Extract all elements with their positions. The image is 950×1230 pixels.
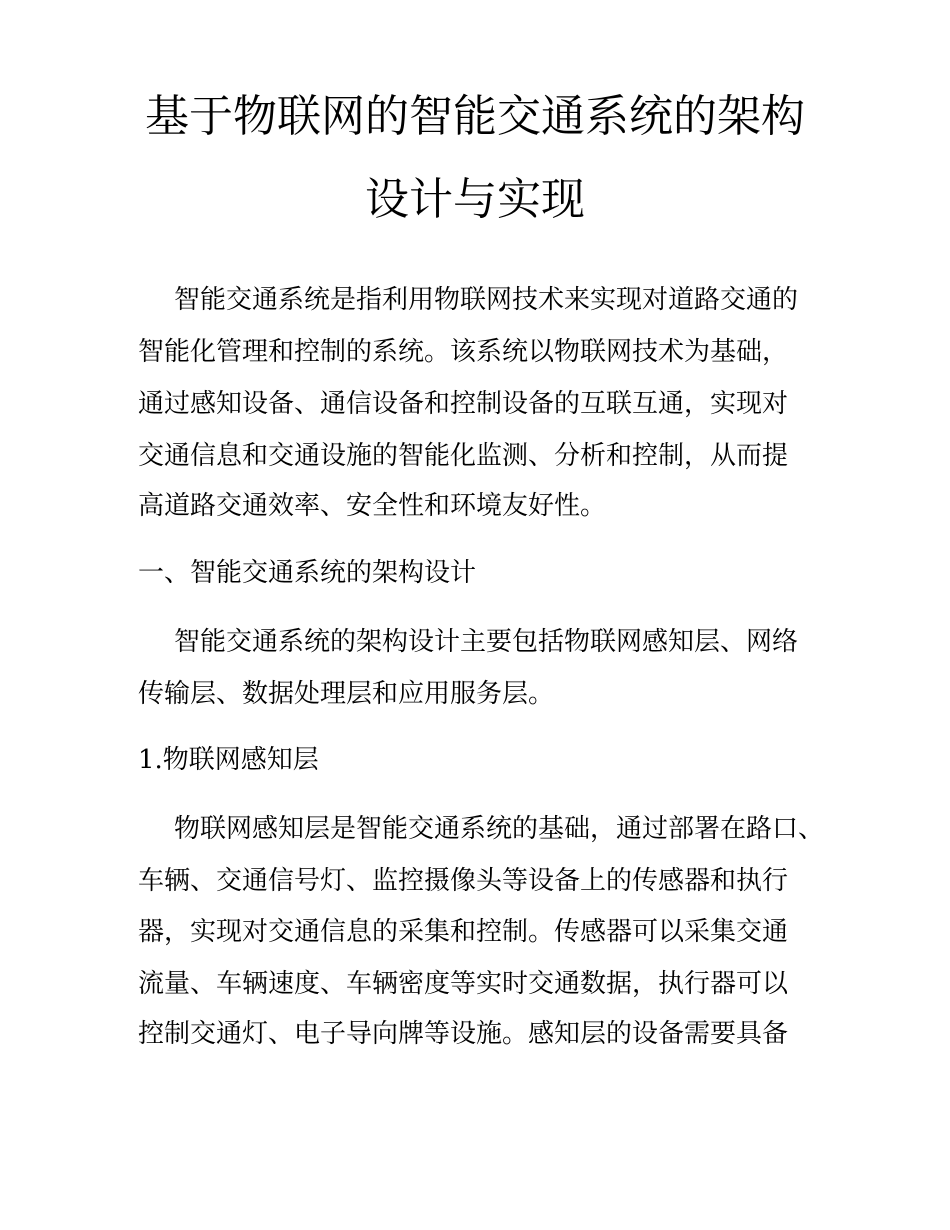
section-1-line-1: 智能交通系统的架构设计主要包括物联网感知层、网络: [174, 627, 799, 657]
section-1-line-2: 传输层、数据处理层和应用服务层。: [138, 679, 555, 709]
intro-line-4: 交通信息和交通设施的智能化监测、分析和控制，从而提: [138, 441, 789, 471]
section-1-heading: 一、智能交通系统的架构设计: [138, 558, 477, 588]
document-title-line-2: 设计与实现: [365, 174, 585, 225]
subsection-1-heading: 1.物联网感知层: [138, 745, 319, 775]
subsection-1-line-3: 器，实现对交通信息的采集和控制。传感器可以采集交通: [138, 917, 789, 947]
subsection-1-line-2: 车辆、交通信号灯、监控摄像头等设备上的传感器和执行: [138, 866, 789, 896]
intro-line-3: 通过感知设备、通信设备和控制设备的互联互通，实现对: [138, 389, 789, 419]
document-title-line-1: 基于物联网的智能交通系统的架构: [145, 91, 805, 142]
subsection-1-line-1: 物联网感知层是智能交通系统的基础，通过部署在路口、: [174, 814, 825, 844]
intro-line-5: 高道路交通效率、安全性和环境友好性。: [138, 491, 607, 521]
intro-line-1: 智能交通系统是指利用物联网技术来实现对道路交通的: [174, 285, 799, 315]
subsection-1-line-5: 控制交通灯、电子导向牌等设施。感知层的设备需要具备: [138, 1019, 789, 1049]
intro-line-2: 智能化管理和控制的系统。该系统以物联网技术为基础，: [138, 337, 789, 367]
subsection-1-line-4: 流量、车辆速度、车辆密度等实时交通数据，执行器可以: [138, 969, 789, 999]
